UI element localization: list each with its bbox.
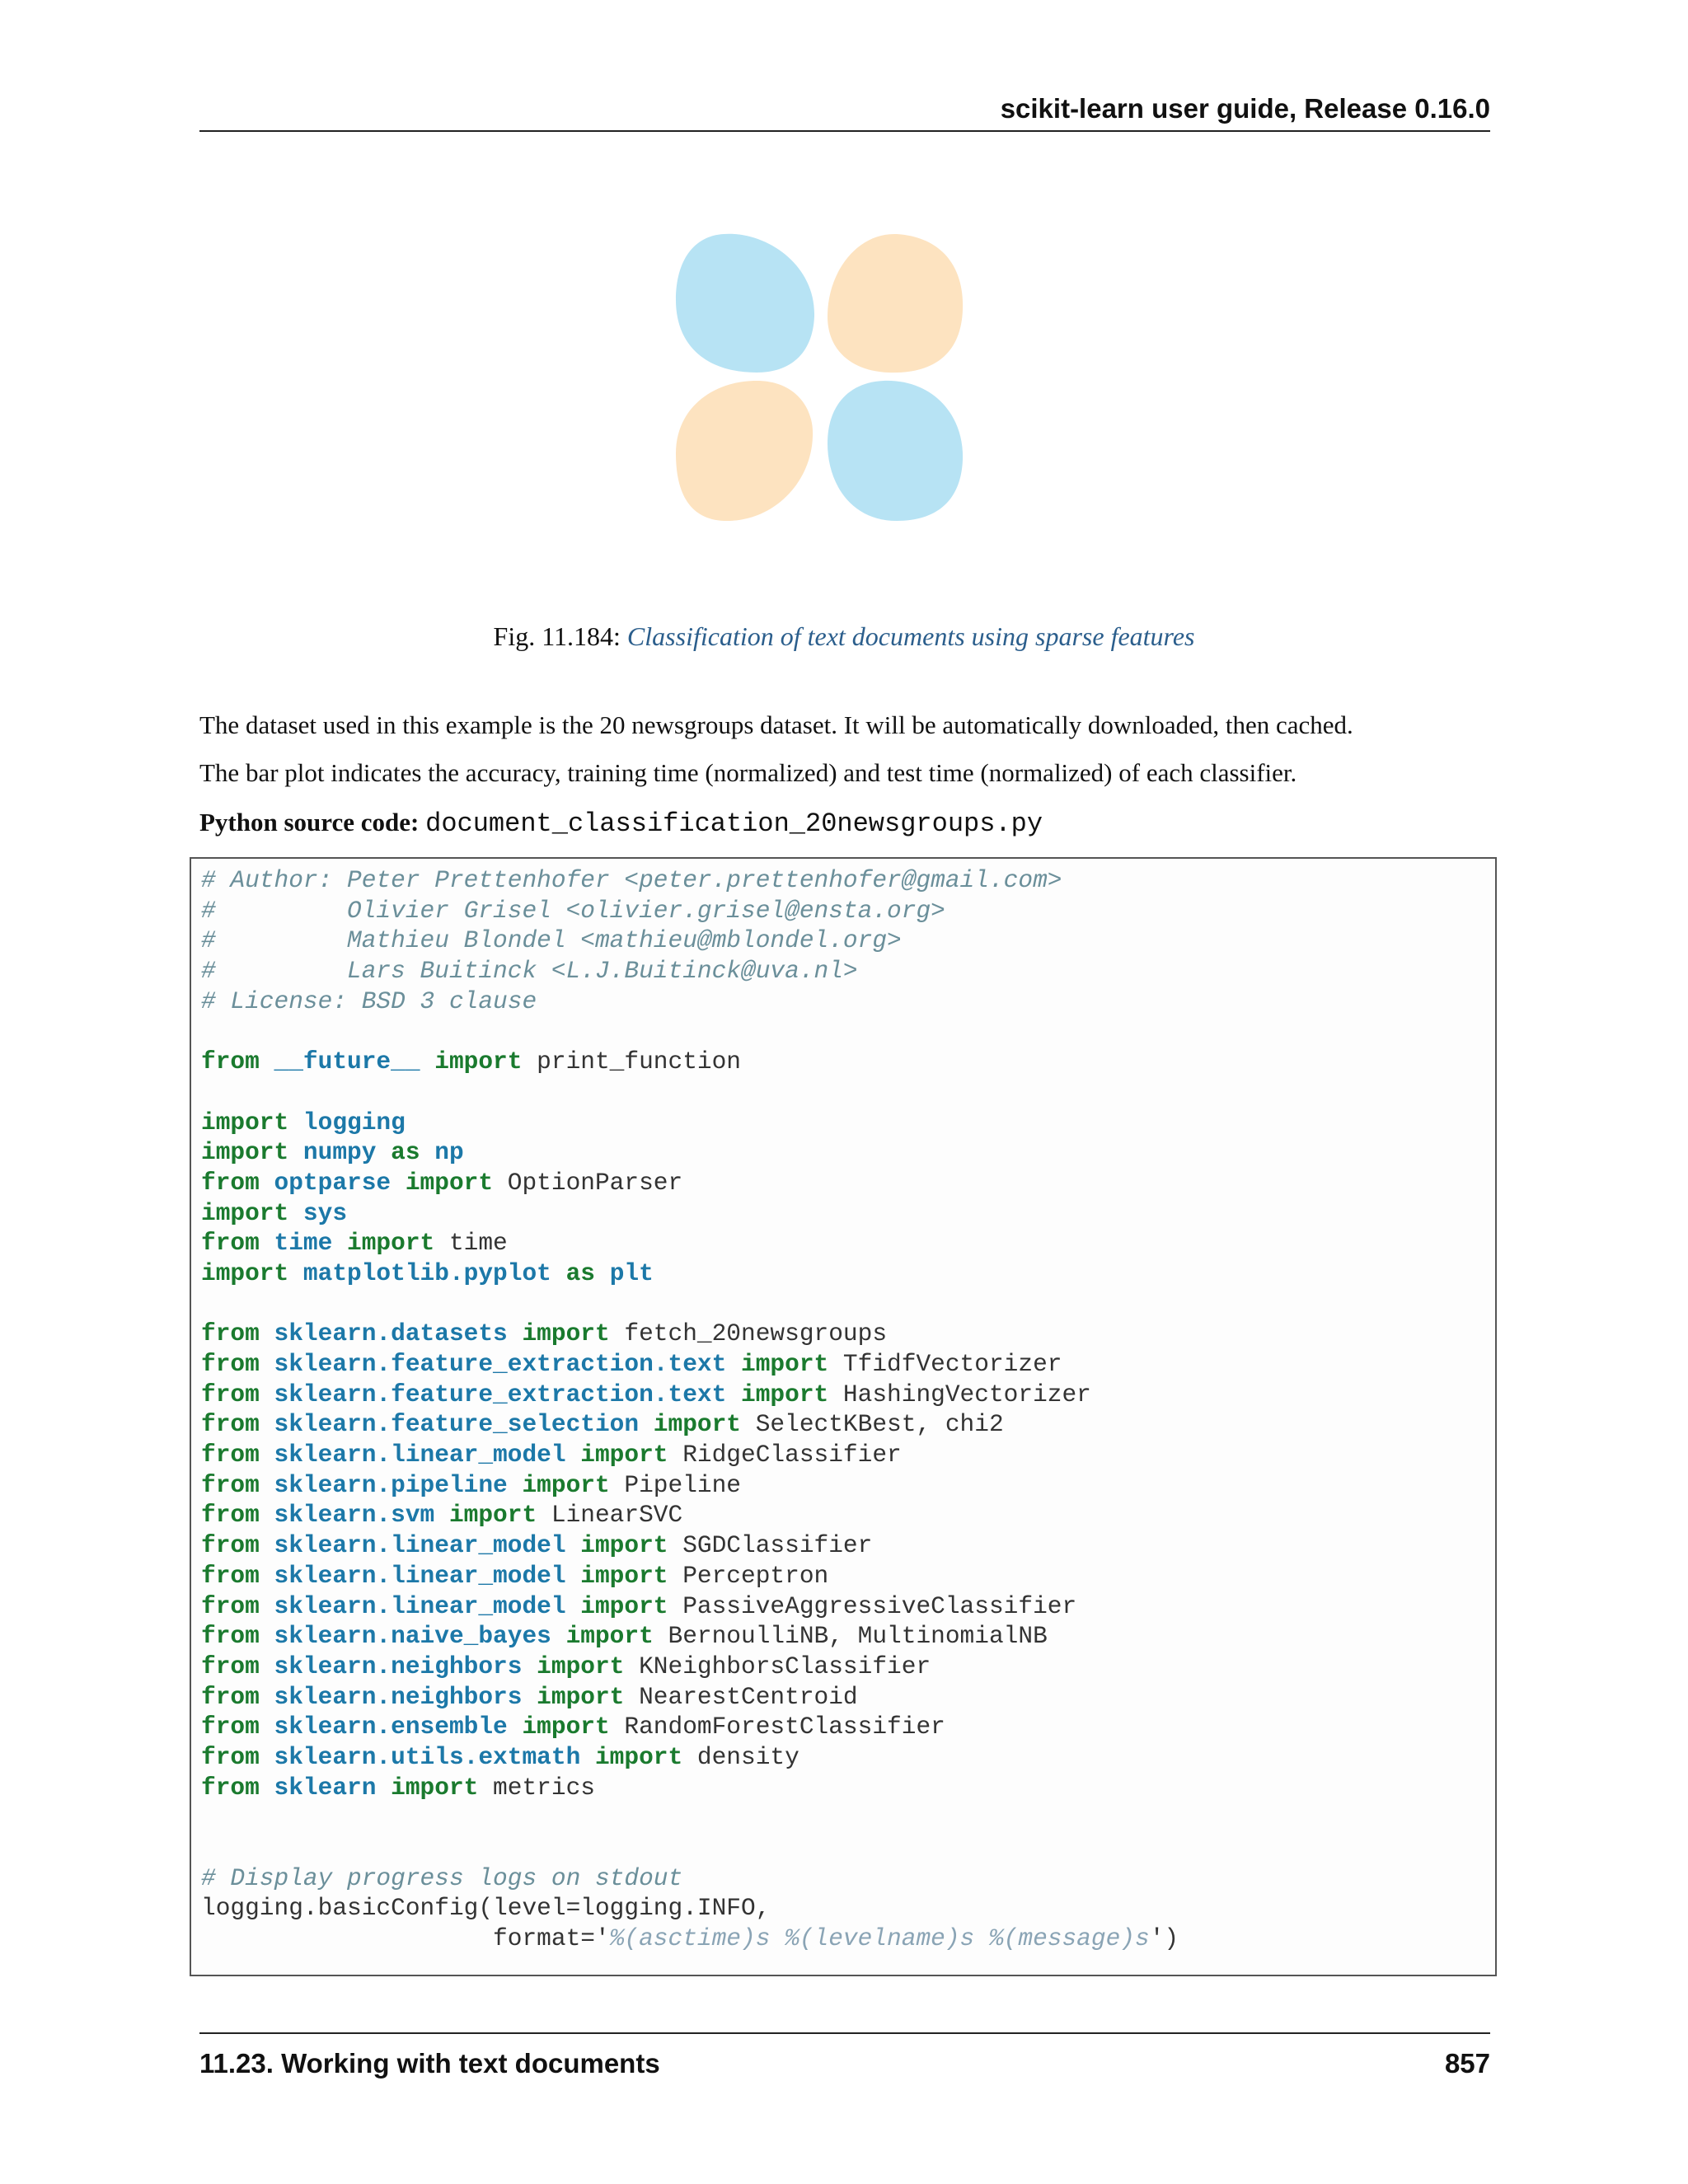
code-token: import	[580, 1561, 668, 1590]
code-line	[201, 1137, 1179, 1168]
code-token	[566, 1531, 581, 1559]
code-token: # Lars Buitinck <L.J.Buitinck@uva.nl>	[201, 957, 858, 986]
footer-section: 11.23. Working with text documents	[199, 2048, 660, 2079]
figure-petal-bottom-left	[676, 381, 813, 521]
code-line	[201, 1258, 1179, 1289]
source-code-label: Python source code:	[199, 808, 420, 837]
code-line	[201, 1047, 1179, 1077]
code-line	[201, 1077, 1179, 1108]
code-token: plt	[609, 1258, 654, 1287]
code-line	[201, 1470, 1179, 1501]
code-token: from	[201, 1047, 260, 1076]
figure-caption	[0, 620, 1688, 653]
code-token: matplotlib.pyplot	[302, 1258, 551, 1287]
page-number: 857	[1444, 2048, 1490, 2079]
code-line	[201, 1168, 1179, 1198]
page-header	[199, 92, 1490, 132]
code-line	[201, 1289, 1179, 1319]
code-token	[566, 1592, 581, 1620]
figure-petal-top-left	[676, 234, 814, 373]
paragraph-dataset: The dataset used in this example is the 20 newsgroups dataset. It will be automatically downloaded, then cached.	[199, 710, 1353, 739]
code-line	[201, 956, 1179, 987]
code-token: from	[201, 1470, 260, 1499]
code-token: import	[580, 1531, 668, 1560]
code-token: import	[201, 1198, 289, 1227]
code-line	[201, 926, 1179, 956]
code-token	[566, 1441, 581, 1469]
code-token	[508, 1319, 523, 1347]
code-token: sklearn.feature_selection	[274, 1410, 640, 1439]
code-line	[201, 1198, 1179, 1229]
code-token	[580, 1743, 595, 1771]
code-token: import	[434, 1047, 523, 1076]
code-line	[201, 1440, 1179, 1470]
code-token: as	[565, 1258, 595, 1287]
code-token: %(asctime)s %(levelname)s %(message)s	[609, 1924, 1150, 1953]
code-token: from	[201, 1652, 260, 1680]
code-token	[726, 1350, 741, 1378]
code-token	[260, 1169, 274, 1197]
code-token	[639, 1410, 654, 1438]
code-token	[260, 1410, 274, 1438]
code-token: from	[201, 1229, 260, 1258]
code-token	[260, 1047, 274, 1076]
code-token: from	[201, 1713, 260, 1741]
figure-petal-bottom-right	[828, 381, 963, 521]
code-token: from	[201, 1773, 260, 1802]
code-token: sklearn.pipeline	[274, 1470, 508, 1499]
code-token: sklearn.linear_model	[274, 1441, 566, 1469]
code-token: optparse	[274, 1168, 392, 1197]
code-line	[201, 1652, 1179, 1682]
code-token: from	[201, 1319, 260, 1348]
code-token: sklearn.neighbors	[274, 1682, 523, 1711]
code-token	[260, 1592, 274, 1620]
code-line	[201, 1833, 1179, 1863]
code-token: LinearSVC	[537, 1501, 683, 1530]
code-token	[522, 1683, 537, 1711]
code-token: # Olivier Grisel <olivier.grisel@ensta.org>	[201, 896, 945, 925]
code-token: sklearn.datasets	[274, 1319, 508, 1348]
code-line	[201, 896, 1179, 926]
code-token: from	[201, 1380, 260, 1408]
figure-link[interactable]: Classification of text documents using sparse features	[626, 621, 1195, 651]
code-token	[508, 1471, 523, 1499]
code-token: SGDClassifier	[668, 1531, 873, 1560]
code-block	[190, 857, 1497, 1976]
code-token: # License: BSD 3 clause	[201, 987, 537, 1015]
code-token: print_function	[522, 1047, 742, 1076]
code-token: import	[522, 1713, 610, 1741]
code-token: density	[682, 1742, 799, 1771]
code-token	[434, 1501, 449, 1529]
code-token: sklearn.feature_extraction.text	[274, 1350, 727, 1378]
source-code-line	[199, 806, 1043, 841]
code-token: import	[537, 1652, 625, 1680]
code-token: KNeighborsClassifier	[624, 1652, 931, 1680]
code-token	[726, 1380, 741, 1408]
code-token	[391, 1169, 406, 1197]
code-token: from	[201, 1531, 260, 1560]
code-token: fetch_20newsgroups	[609, 1319, 888, 1348]
code-token: import	[594, 1742, 683, 1771]
code-token	[376, 1774, 391, 1802]
code-token: np	[434, 1138, 464, 1167]
code-line	[201, 987, 1179, 1017]
code-token: from	[201, 1622, 260, 1651]
code-token	[260, 1774, 274, 1802]
code-line	[201, 1773, 1179, 1803]
code-line	[201, 1380, 1179, 1410]
code-token	[522, 1652, 537, 1680]
code-token: from	[201, 1591, 260, 1620]
code-token	[260, 1683, 274, 1711]
code-token	[260, 1229, 274, 1257]
code-token: from	[201, 1742, 260, 1771]
code-line	[201, 865, 1179, 896]
source-file-link[interactable]: document_classification_20newsgroups.py	[425, 808, 1043, 839]
code-token	[288, 1199, 303, 1227]
code-token	[376, 1138, 391, 1166]
code-line	[201, 1924, 1179, 1954]
code-token: logging.basicConfig(level=logging.INFO,	[201, 1894, 771, 1923]
code-token: sklearn.linear_model	[274, 1591, 566, 1620]
header-title: scikit-learn user guide, Release 0.16.0	[1000, 93, 1490, 124]
code-token: metrics	[478, 1773, 595, 1802]
code-token: NearestCentroid	[624, 1682, 858, 1711]
code-token: from	[201, 1441, 260, 1469]
code-token: __future__	[274, 1047, 420, 1076]
code-token	[260, 1471, 274, 1499]
code-token: import	[741, 1380, 829, 1408]
code-token: import	[347, 1229, 435, 1258]
code-token: # Display progress logs on stdout	[201, 1863, 683, 1892]
code-line	[201, 1319, 1179, 1349]
code-line	[201, 1591, 1179, 1622]
code-line	[201, 1621, 1179, 1652]
code-token: sys	[302, 1198, 348, 1227]
paragraph-barplot: The bar plot indicates the accuracy, training time (normalized) and test time (normalized) of each classifier.	[199, 758, 1297, 787]
code-token: import	[391, 1773, 479, 1802]
code-token	[508, 1713, 523, 1741]
code-token: ')	[1149, 1924, 1179, 1953]
code-token: TfidfVectorizer	[828, 1350, 1062, 1378]
code-token	[260, 1441, 274, 1469]
code-token	[260, 1501, 274, 1529]
code-token	[420, 1138, 435, 1166]
code-token: time	[434, 1229, 508, 1258]
code-token: format='	[201, 1924, 610, 1953]
code-token: SelectKBest, chi2	[741, 1410, 1004, 1439]
code-line	[201, 1228, 1179, 1258]
code-token: from	[201, 1501, 260, 1530]
code-token: time	[274, 1229, 333, 1258]
code-token: BernoulliNB, MultinomialNB	[653, 1622, 1048, 1651]
code-line	[201, 1893, 1179, 1924]
code-token: RandomForestClassifier	[609, 1713, 945, 1741]
code-token	[260, 1350, 274, 1378]
code-token: OptionParser	[493, 1168, 683, 1197]
code-line	[201, 1108, 1179, 1138]
code-token: import	[201, 1138, 289, 1167]
code-token: Pipeline	[609, 1470, 742, 1499]
code-token	[260, 1622, 274, 1650]
code-token	[551, 1622, 566, 1650]
code-line	[201, 1561, 1179, 1591]
code-token: numpy	[302, 1138, 377, 1167]
code-token: from	[201, 1682, 260, 1711]
code-token	[260, 1319, 274, 1347]
code-token	[260, 1562, 274, 1590]
code-token: sklearn.ensemble	[274, 1713, 508, 1741]
figure-label: Fig. 11.184:	[493, 621, 621, 651]
code-token: sklearn.naive_bayes	[274, 1622, 551, 1651]
page-footer	[199, 2032, 1490, 2079]
code-token: sklearn.linear_model	[274, 1561, 566, 1590]
code-token	[288, 1259, 303, 1287]
code-token: sklearn.feature_extraction.text	[274, 1380, 727, 1408]
code-token: import	[580, 1591, 668, 1620]
code-token: sklearn.linear_model	[274, 1531, 566, 1560]
code-listing	[201, 865, 1179, 1954]
code-token: from	[201, 1350, 260, 1378]
code-token: import	[201, 1108, 289, 1137]
code-token	[566, 1562, 581, 1590]
code-token: as	[391, 1138, 420, 1167]
code-token: import	[522, 1319, 610, 1348]
code-token: from	[201, 1410, 260, 1439]
code-token	[332, 1229, 347, 1257]
code-line	[201, 1802, 1179, 1833]
code-token	[288, 1138, 303, 1166]
code-line	[201, 1500, 1179, 1530]
code-token: Perceptron	[668, 1561, 829, 1590]
code-line	[201, 1863, 1179, 1894]
code-token: import	[741, 1350, 829, 1378]
code-token: sklearn	[274, 1773, 377, 1802]
code-token	[260, 1380, 274, 1408]
code-token	[595, 1259, 610, 1287]
code-token: RidgeClassifier	[668, 1441, 902, 1469]
code-token	[260, 1743, 274, 1771]
code-token: from	[201, 1168, 260, 1197]
code-token: import	[565, 1622, 654, 1651]
code-token: import	[537, 1682, 625, 1711]
code-line	[201, 1742, 1179, 1773]
code-token: import	[448, 1501, 537, 1530]
code-token	[288, 1108, 303, 1137]
code-line	[201, 1016, 1179, 1047]
code-token: from	[201, 1561, 260, 1590]
code-line	[201, 1349, 1179, 1380]
code-token: logging	[302, 1108, 406, 1137]
code-token	[260, 1713, 274, 1741]
code-token	[551, 1259, 566, 1287]
code-token: import	[522, 1470, 610, 1499]
code-line	[201, 1712, 1179, 1742]
figure-petal-top-right	[828, 234, 963, 373]
code-token: import	[201, 1258, 289, 1287]
code-token: sklearn.utils.extmath	[274, 1742, 581, 1771]
code-token: sklearn.svm	[274, 1501, 435, 1530]
code-token: sklearn.neighbors	[274, 1652, 523, 1680]
code-line	[201, 1409, 1179, 1440]
code-token: # Author: Peter Prettenhofer <peter.prettenhofer@gmail.com>	[201, 866, 1062, 894]
code-token	[260, 1531, 274, 1559]
code-token: # Mathieu Blondel <mathieu@mblondel.org>	[201, 926, 902, 955]
code-line	[201, 1682, 1179, 1713]
code-token	[260, 1652, 274, 1680]
code-line	[201, 1530, 1179, 1561]
code-token: PassiveAggressiveClassifier	[668, 1591, 1077, 1620]
code-token: import	[653, 1410, 742, 1439]
code-token: import	[580, 1441, 668, 1469]
code-token: HashingVectorizer	[828, 1380, 1091, 1408]
code-token	[420, 1047, 435, 1076]
figure-thumbnail	[674, 231, 966, 523]
code-token: import	[405, 1168, 494, 1197]
